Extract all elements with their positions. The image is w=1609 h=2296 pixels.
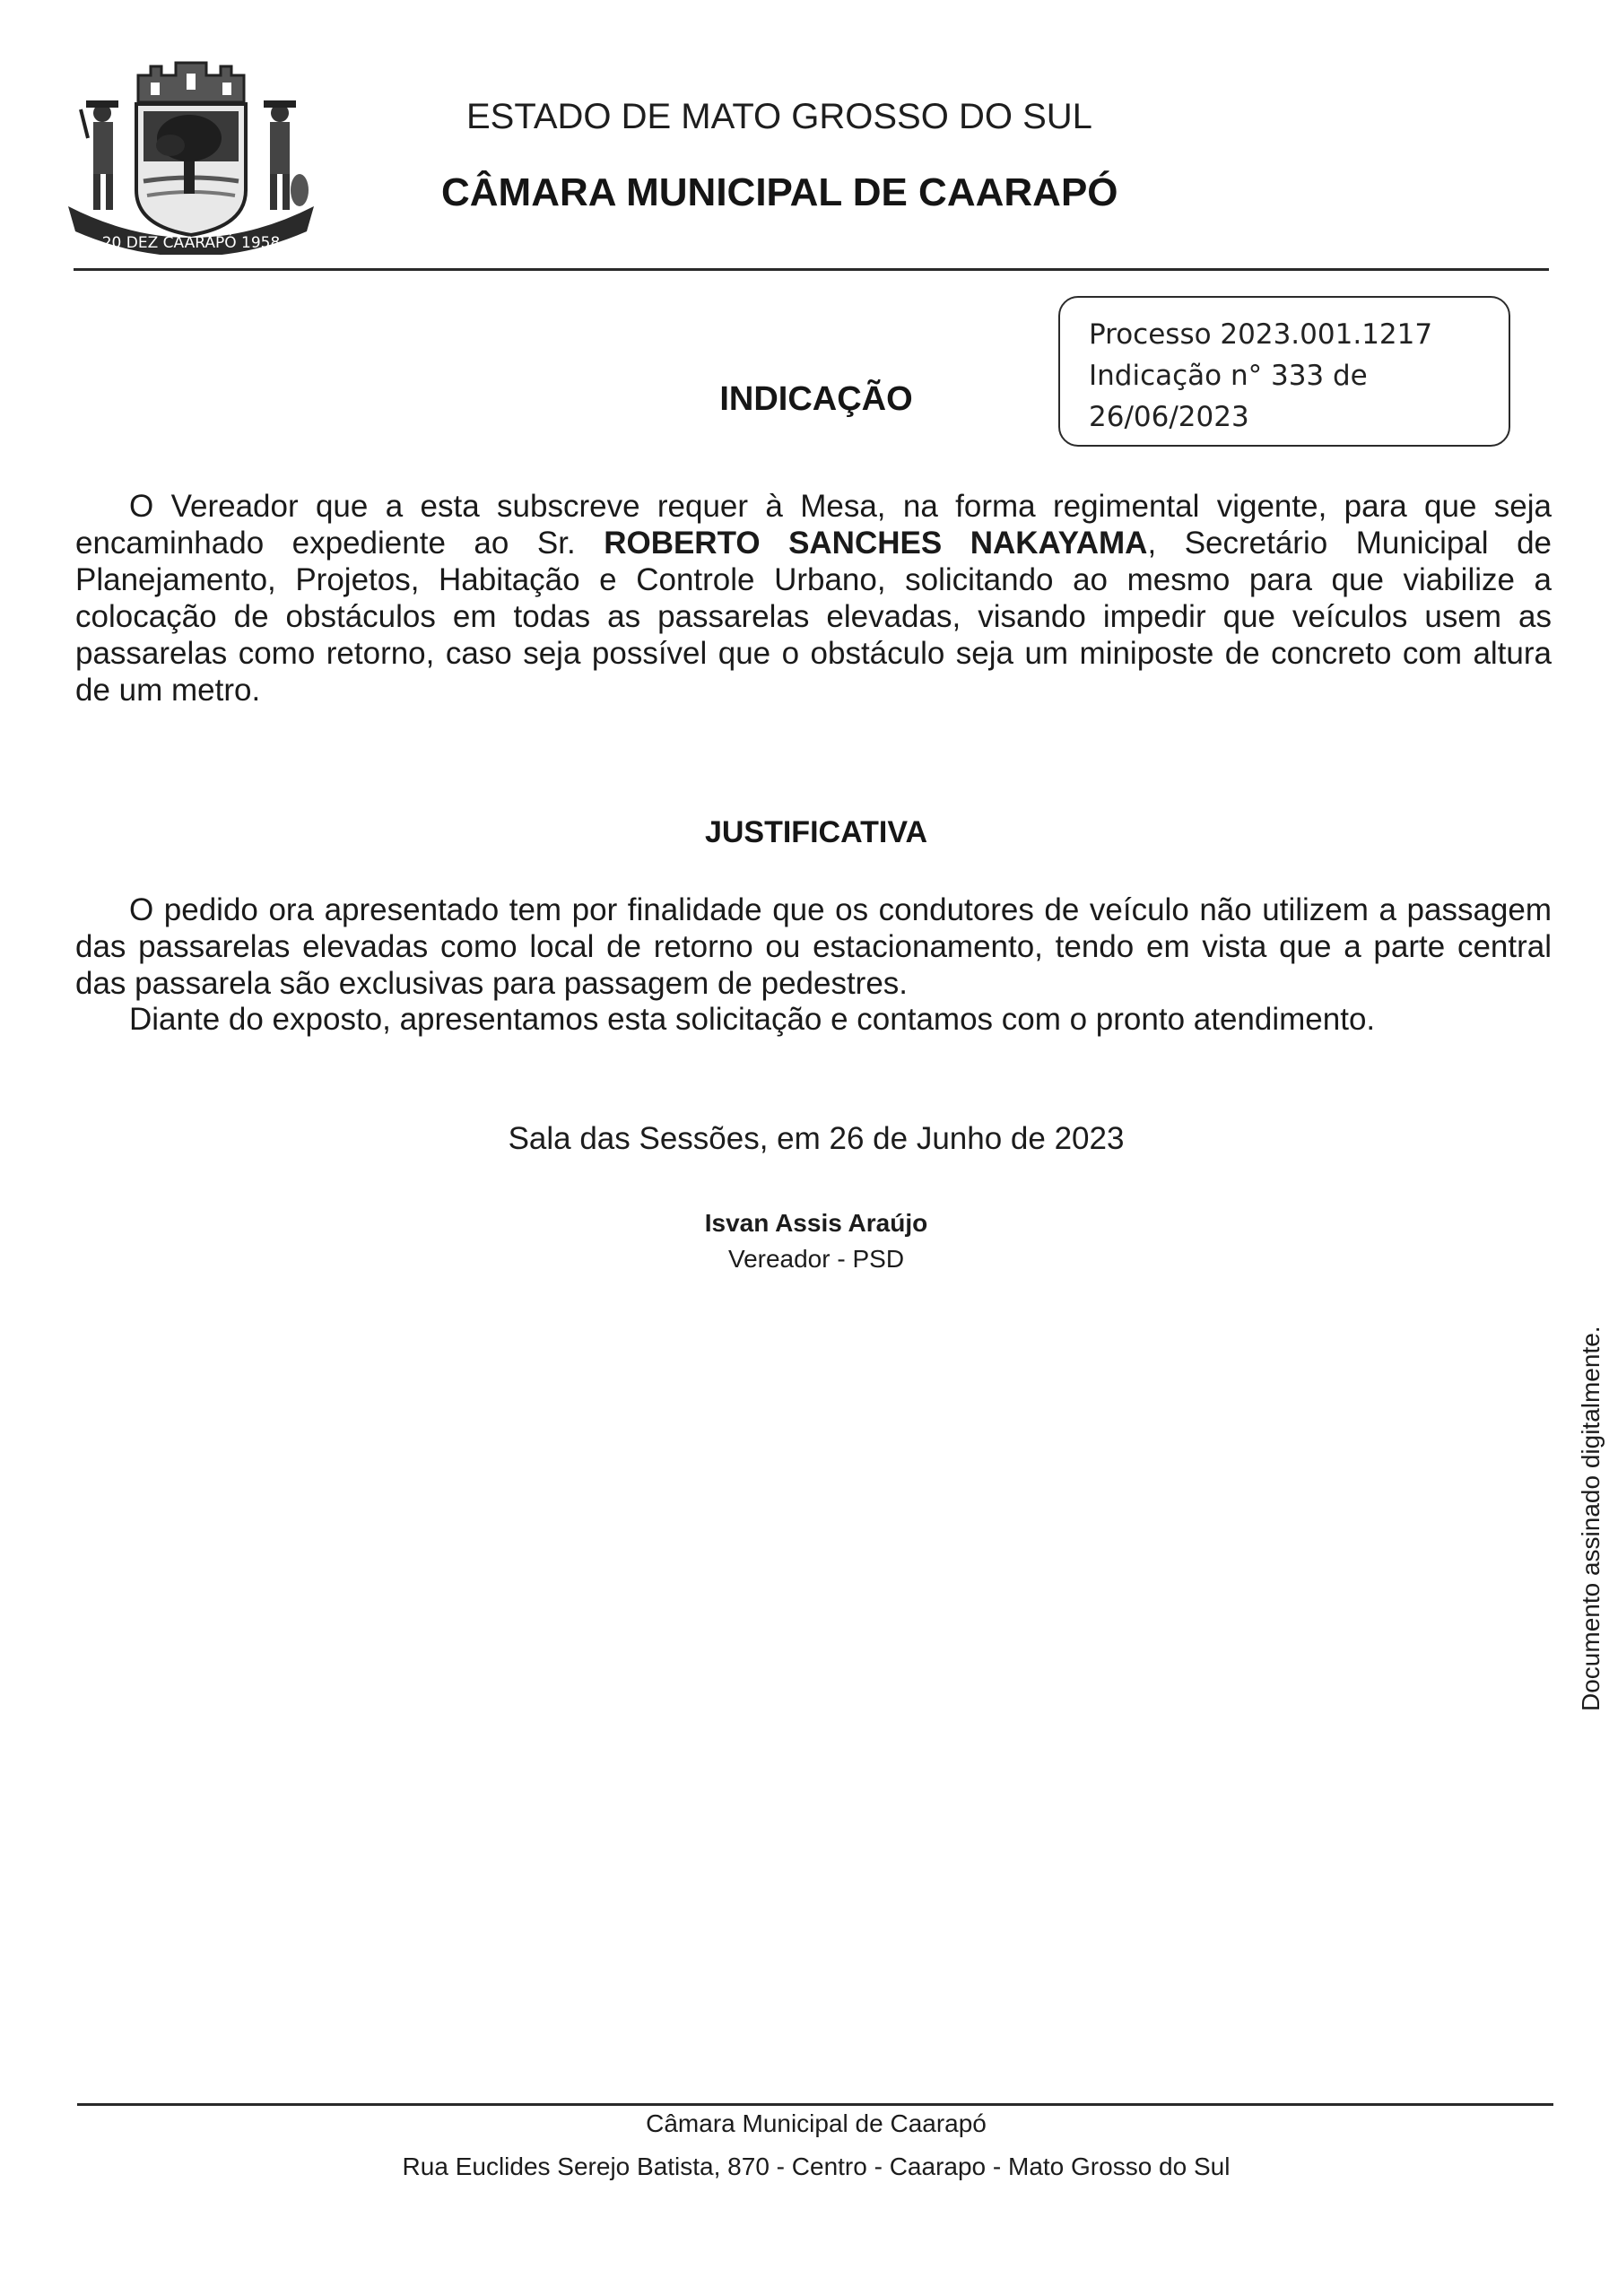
request-paragraph xyxy=(75,488,1552,709)
place-and-date: Sala das Sessões, em 26 de Junho de 2023 xyxy=(508,1121,1125,1156)
process-number: Processo 2023.001.1217 xyxy=(1089,318,1433,351)
municipal-crest-logo xyxy=(65,56,317,255)
state-name: ESTADO DE MATO GROSSO DO SUL xyxy=(466,97,1092,136)
footer-divider xyxy=(77,2103,1553,2106)
addressee-name: ROBERTO SANCHES NAKAYAMA xyxy=(604,526,1148,561)
header-divider xyxy=(74,268,1549,271)
process-stamp-box xyxy=(1058,296,1510,447)
footer-address: Rua Euclides Serejo Batista, 870 - Centro - Caarapo - Mato Grosso do Sul xyxy=(402,2152,1231,2180)
request-text-start: O Vereador que a esta subscreve requer à Mesa, na forma regimental vigente, para que seja encaminhado expediente ao Sr. xyxy=(75,489,1552,561)
document-title: INDICAÇÃO xyxy=(719,380,913,418)
chamber-name: CÂMARA MUNICIPAL DE CAARAPÓ xyxy=(441,170,1118,214)
svg-text:20 DEZ CAARAPÓ 1958: 20 DEZ CAARAPÓ 1958 xyxy=(101,234,281,252)
signer-name: Isvan Assis Araújo xyxy=(704,1209,928,1237)
justification-paragraph-1: O pedido ora apresentado tem por finalidade que os condutores de veículo não utilizem a passagem das passarelas elevadas como local de retorno ou estacionamento, tendo em vista que a parte central das passarela são exclusivas para passagem de pedestres. xyxy=(75,892,1552,1001)
digital-signature-note: Documento assinado digitalmente. xyxy=(1577,1326,1605,1711)
indication-date: 26/06/2023 xyxy=(1089,401,1249,433)
footer-institution: Câmara Municipal de Caarapó xyxy=(646,2109,987,2137)
signer-role: Vereador - PSD xyxy=(727,1245,905,1273)
request-text-end: , Secretário Municipal de Planejamento, Projetos, Habitação e Controle Urbano, solicitando ao mesmo para que viabilize a colocação de obstáculos em todas as passarelas elevadas, visando impedir que veículos usem as passarelas como retorno, caso seja possível que o obstáculo seja um miniposte de concreto com altura de um metro. xyxy=(75,526,1552,708)
justification-paragraph-2: Diante do exposto, apresentamos esta solicitação e contamos com o pronto atendimento. xyxy=(129,1002,1376,1037)
justification-title: JUSTIFICATIVA xyxy=(704,815,928,849)
coat-of-arms-icon xyxy=(65,56,317,255)
indication-number: Indicação n° 333 de xyxy=(1089,360,1368,392)
